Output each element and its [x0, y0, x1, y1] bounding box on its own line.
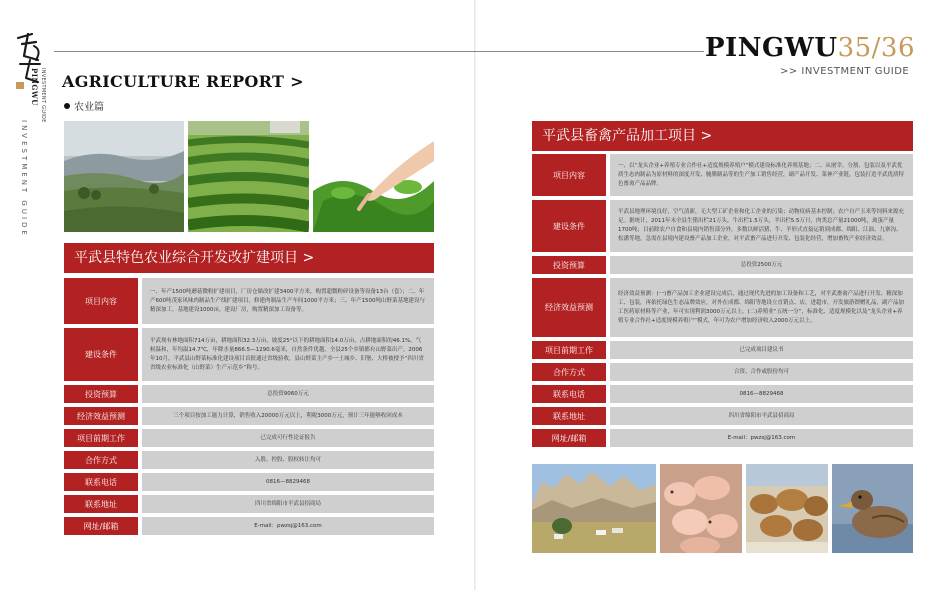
table-row	[64, 385, 434, 403]
row-value	[142, 429, 434, 447]
row-label: 联系地址	[64, 495, 138, 513]
side-investment-guide: INVESTMENT GUIDE	[20, 120, 28, 238]
hand-picking-tea-photo	[313, 121, 434, 232]
row-value-text: 平武县地理环境良好，空气清新，无大型工矿企业和化工企业的污染；动物疫病基本控制；农户自产玉米等饲料来源充足。据统计，2011年末全县生猪出栏21万头，牛出栏1.5万头，羊出栏5.5万只，肉类总产量21000吨，禽蛋产量1700吨；目前除农户自食和县境内销售部分外，多数以鲜活猪、牛、羊形式直接运销到成都、绵阳、江油、九寨沟、松潘等地，急需在县境内建设畜产品加工企业，对平武畜产品进行开发、包装化经营，增加畜牧产业经济效益。	[618, 209, 905, 242]
row-label: 投资预算	[64, 385, 138, 403]
row-label: 经济效益预测	[64, 407, 138, 425]
row-value-text: 0816—8829468	[266, 478, 310, 485]
table-row	[532, 385, 913, 403]
row-label: 项目前期工作	[532, 341, 606, 359]
row-value	[142, 407, 434, 425]
investment-guide-label: >> INVESTMENT GUIDE	[780, 66, 910, 77]
table-row	[64, 473, 434, 491]
row-label: 合作方式	[532, 363, 606, 381]
masthead-title: PINGWU	[705, 33, 838, 63]
header-rule	[54, 51, 704, 52]
row-value-text: 一、年产1500吨蘑菇微粉扩建项目，厂房仓储改扩建3400平方米，购置超微粉碎设备等设备13台（套）；二、年产600吨茂家风味肉制品生产线扩建项目，修建肉制品生产车间1000平方米；三、年产1500吨山野菜基地建设与精深加工，基地建设1000亩，建设厂房，购置精深加工设备等。	[150, 288, 425, 313]
row-label: 网址/邮箱	[532, 429, 606, 447]
row-value	[610, 154, 913, 196]
row-value	[610, 256, 913, 274]
row-value-text: E-mail：pwzsj@163.com	[727, 434, 796, 441]
row-value-text: 已完成项目建议书	[739, 346, 784, 353]
row-value	[142, 328, 434, 381]
brand-vertical-subtitle: INVESTMENT GUIDE	[40, 68, 46, 123]
row-value-text: 合资、合作或股份均可	[733, 368, 789, 375]
table-row	[532, 154, 913, 196]
row-label: 项目内容	[532, 154, 606, 196]
table-row	[64, 429, 434, 447]
row-value	[142, 517, 434, 535]
row-value-text: 已完成可行性论证报告	[260, 434, 316, 441]
row-label: 经济效益预测	[532, 278, 606, 337]
row-value	[610, 429, 913, 447]
row-value	[142, 385, 434, 403]
table-row	[532, 363, 913, 381]
table-row	[64, 451, 434, 469]
page-gutter	[474, 0, 476, 590]
table-row	[532, 429, 913, 447]
misty-farmland-photo	[64, 121, 184, 232]
table-row	[64, 495, 434, 513]
table-row	[532, 407, 913, 425]
row-value-text: 总投资2500万元	[740, 261, 783, 268]
row-label: 联系电话	[532, 385, 606, 403]
row-value	[610, 407, 913, 425]
row-value-text: 0816—8829468	[739, 390, 784, 397]
tea-terraces-photo	[188, 121, 309, 232]
row-label: 联系电话	[64, 473, 138, 491]
row-value	[142, 473, 434, 491]
row-value-text: 一、以“龙头企业+养殖专业合作社+适度规模养殖户”模式建设标准化养殖基地；二、从屠宰、分割、包装以及平武优质生态肉制品为原材料的深度开发、腌腊制品等的生产加工销售经营，副产品开发、菜神产业链，包装打造平武优质特色畜禽产品品牌。	[618, 162, 905, 187]
table-row	[532, 341, 913, 359]
row-value-text: 四川省绵阳市平武县招商局	[728, 412, 795, 419]
row-value	[142, 451, 434, 469]
bullet-icon	[64, 103, 70, 109]
row-value	[610, 385, 913, 403]
row-value-text: 入股、控股、股权转让均可	[254, 456, 321, 463]
section-subtitle	[64, 98, 104, 113]
page-numbers: 35/36	[837, 33, 915, 63]
table-row	[64, 328, 434, 381]
row-value	[142, 495, 434, 513]
section-title: AGRICULTURE REPORT >	[62, 72, 304, 91]
row-label: 网址/邮箱	[64, 517, 138, 535]
sheep-herd-photo	[746, 464, 828, 553]
row-value-text: 三个项目按加工能力计算，销售收入20000万元以上，利税3000万元，预计三年能够收回成本	[173, 412, 403, 419]
row-value-text: 平武现有林地面积714万亩，耕地面积32.3万亩，坡度25°以下的耕地面积14.0万亩，占耕地面积的46.1%。气候温和，年均温14.7℃，年降水量866.5—1290.6毫米，自然条件优越。全县25个乡镇都有山野菜出产。2006年10月，平武县山野菜标准化建设项目首批通过省级验收，县山野菜主产乡一土城乡、旧堡、大桥被授予“四川省省级农业标准化（山野菜）生产示范乡”称号。	[150, 337, 424, 371]
left-project-title: 平武县特色农业综合开发改扩建项目 >	[64, 243, 434, 273]
duck-photo	[832, 464, 913, 553]
row-value	[610, 363, 913, 381]
piglets-photo	[660, 464, 742, 553]
row-value-text: 经济效益预测：(一)畜产品加工企业建设完成后，通过现代先进的加工设备和工艺，对平武畜禽产品进行开发、精深加工、包装，再依托绿色生态品牌效应，对外在成都、绵阳等地设立直销点、店，进超市，开发旅游馈赠礼品，副产品加工医药原材料等产业，年可实现利润3000万元以上。(二)养殖业“五统一分”，标准化、适度规模化以及“龙头企业+养殖专业合作社+适度规模养殖户”模式，年可为农户增加经济收入2000万元以上。	[618, 290, 905, 324]
row-value	[610, 278, 913, 337]
row-label: 建设条件	[64, 328, 138, 381]
table-row	[64, 278, 434, 324]
row-value-text: E-mail：pwzsj@163.com	[254, 522, 322, 529]
row-label: 合作方式	[64, 451, 138, 469]
row-value	[142, 278, 434, 324]
row-label: 联系地址	[532, 407, 606, 425]
row-label: 项目内容	[64, 278, 138, 324]
row-label: 项目前期工作	[64, 429, 138, 447]
table-row	[64, 517, 434, 535]
right-project-title: 平武县畜禽产品加工项目 >	[532, 121, 913, 151]
row-value-text: 总投资9060万元	[267, 390, 309, 397]
row-value	[610, 200, 913, 252]
row-value-text: 四川省绵阳市平武县招商局	[254, 500, 321, 507]
section-subtitle-text: 农业篇	[74, 102, 104, 113]
masthead	[705, 33, 915, 63]
brand-vertical-name: PINGWU	[30, 68, 39, 106]
row-label: 建设条件	[532, 200, 606, 252]
rocky-mountain-cattle-photo	[532, 464, 656, 553]
table-row	[532, 278, 913, 337]
table-row	[532, 200, 913, 252]
row-value	[610, 341, 913, 359]
row-label: 投资预算	[532, 256, 606, 274]
table-row	[64, 407, 434, 425]
table-row	[532, 256, 913, 274]
